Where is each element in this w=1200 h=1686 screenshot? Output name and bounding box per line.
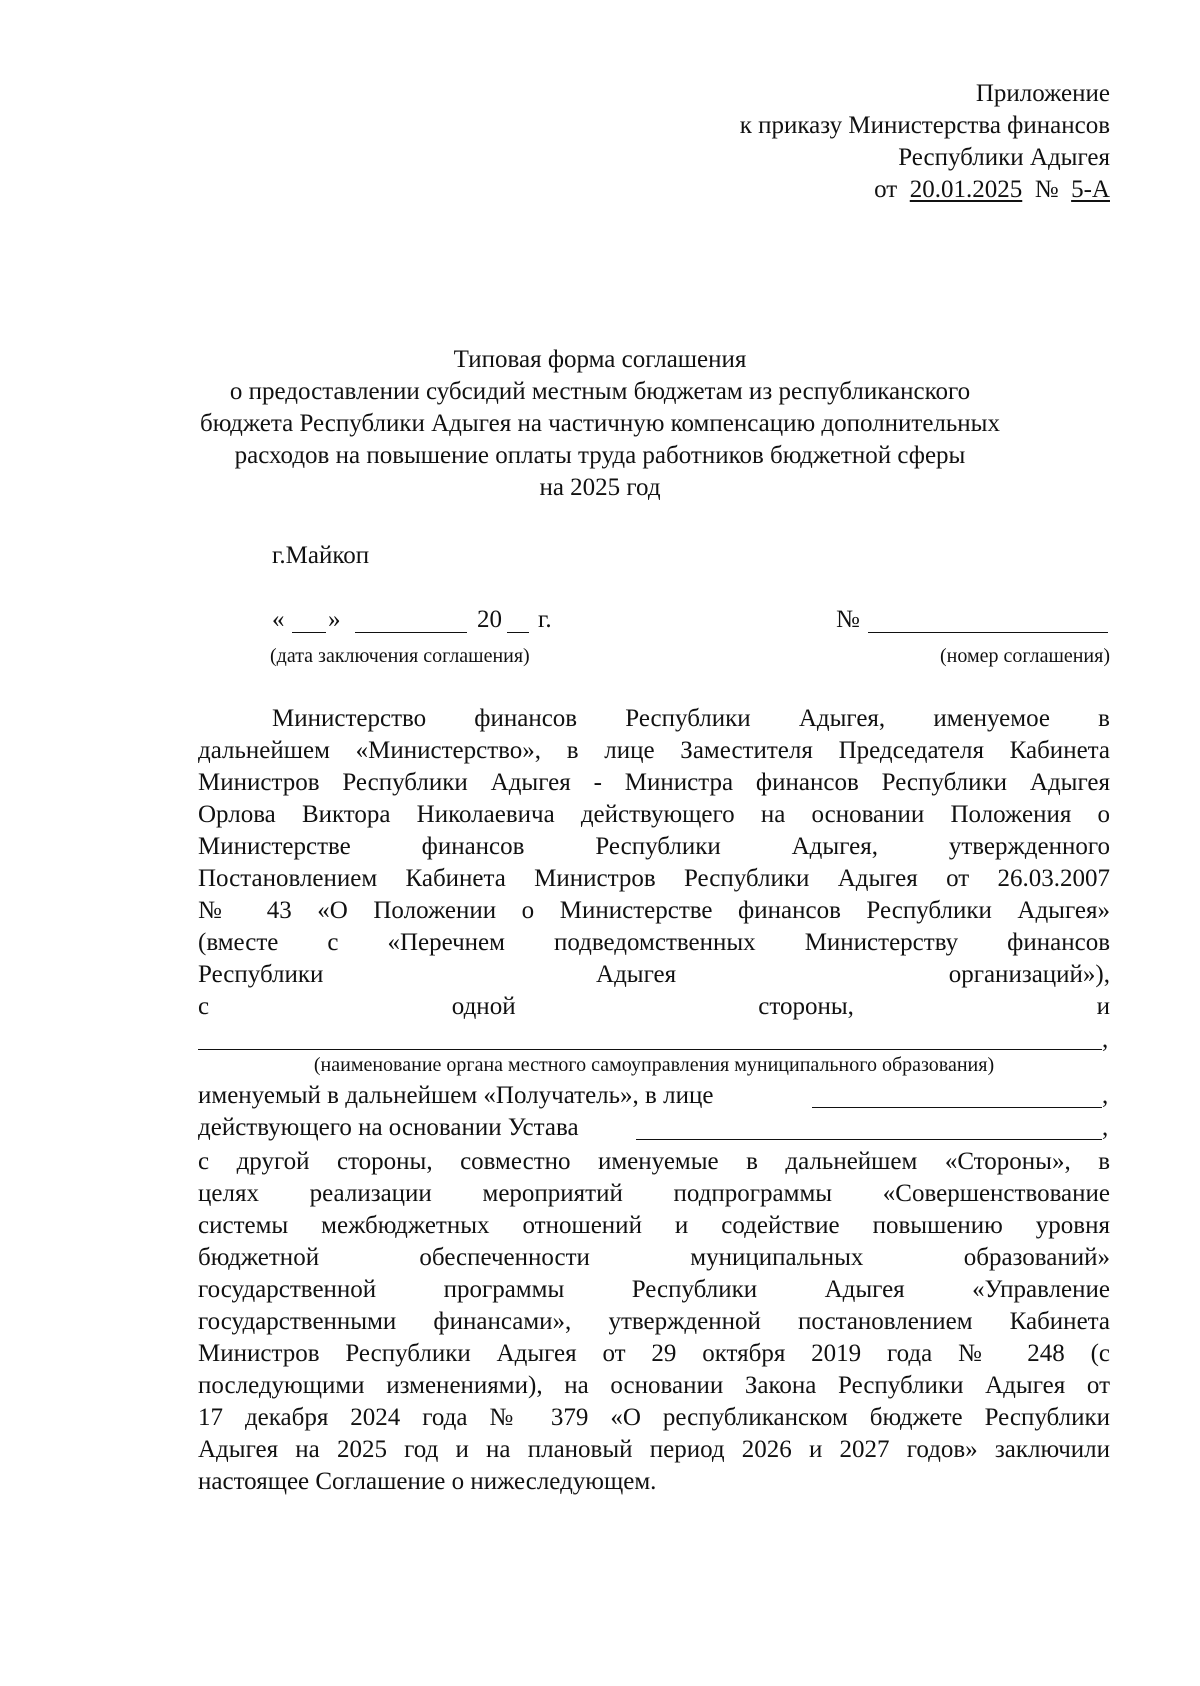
p2-line-10: Адыгея на 2025 год и на плановый период 2026 и 2027 годов» заключили <box>198 1436 1110 1463</box>
p2-last-line: настоящее Соглашение о нижеследующем. <box>198 1468 657 1495</box>
day-blank-line <box>292 632 326 633</box>
charter-blank-line <box>636 1139 1102 1140</box>
recipient-comma: , <box>1102 1026 1109 1053</box>
appendix-title: Приложение <box>975 80 1110 107</box>
named-as-text: именуемый в дальнейшем «Получатель», в лице <box>198 1082 714 1109</box>
acting-on-comma: , <box>1102 1114 1109 1141</box>
p1-line-8: (вместе с «Перечнем подведомственных Министерству финансов <box>198 929 1110 956</box>
recipient-name-blank-line <box>198 1049 1102 1050</box>
city: г.Майкоп <box>272 542 370 569</box>
order-number: 5-А <box>1071 176 1110 203</box>
appendix-date-line <box>874 174 1110 206</box>
p2-line-3: системы межбюджетных отношений и содействие повышению уровня <box>198 1212 1110 1239</box>
p1-line-9: Республики Адыгея организаций»), <box>198 961 1110 988</box>
p2-line-7: Министров Республики Адыгея от 29 октября 2019 года № 248 (с <box>198 1340 1110 1367</box>
p1-line-3: Министров Республики Адыгея - Министра финансов Республики Адыгея <box>198 769 1110 796</box>
number-caption: (номер соглашения) <box>940 645 1110 667</box>
p1-word: финансов <box>474 705 578 732</box>
p2-line-5: государственной программы Республики Адыгея «Управление <box>198 1276 1110 1303</box>
p1-word: Министерство <box>272 705 427 732</box>
p1-line-2: дальнейшем «Министерство», в лице Заместителя Председателя Кабинета <box>198 737 1110 764</box>
heading-line-1: Типовая форма соглашения <box>453 346 747 373</box>
p2-line-6: государственными финансами», утвержденной постановлением Кабинета <box>198 1308 1110 1335</box>
representative-blank-line <box>812 1107 1102 1108</box>
heading-line-2: о предоставлении субсидий местным бюджетам из республиканского <box>229 378 971 405</box>
p1-line-6: Постановлением Кабинета Министров Республики Адыгея от 26.03.2007 <box>198 865 1110 892</box>
p1-word: именуемое <box>933 705 1050 732</box>
p1-word: в <box>1098 705 1110 732</box>
year-blank-line <box>507 632 529 633</box>
p2-line-2: целях реализации мероприятий подпрограммы «Совершенствование <box>198 1180 1110 1207</box>
named-as-comma: , <box>1102 1082 1109 1109</box>
date-caption: (дата заключения соглашения) <box>270 645 530 667</box>
heading-line-3: бюджета Республики Адыгея на частичную компенсацию дополнительных <box>200 410 1000 437</box>
p1-line-7: № 43 «О Положении о Министерстве финансов Республики Адыгея» <box>198 897 1110 924</box>
p1-line-10: с одной стороны, и <box>198 993 1110 1020</box>
date-close-quote: » <box>328 606 341 633</box>
acting-on-text: действующего на основании Устава <box>198 1114 579 1141</box>
p1-line-1 <box>272 703 1110 735</box>
appendix-republic-line: Республики Адыгея <box>898 144 1110 171</box>
p1-word: Адыгея, <box>798 705 886 732</box>
p2-line-1: с другой стороны, совместно именуемые в дальнейшем «Стороны», в <box>198 1148 1110 1175</box>
year-suffix: г. <box>538 606 552 633</box>
p2-line-8: последующими изменениями), на основании Закона Республики Адыгея от <box>198 1372 1110 1399</box>
date-open-quote: « <box>272 606 285 633</box>
p1-line-5: Министерстве финансов Республики Адыгея, утвержденного <box>198 833 1110 860</box>
p2-line-4: бюджетной обеспеченности муниципальных образований» <box>198 1244 1110 1271</box>
number-sign: № <box>1034 176 1059 203</box>
agreement-number-sign: № <box>836 606 860 633</box>
order-date: 20.01.2025 <box>909 176 1023 203</box>
heading-line-4: расходов на повышение оплаты труда работников бюджетной сферы <box>234 442 966 469</box>
date-prefix: от <box>874 176 898 203</box>
appendix-order-line: к приказу Министерства финансов <box>739 112 1110 139</box>
heading-line-5: на 2025 год <box>539 474 661 501</box>
year-prefix: 20 <box>477 606 502 633</box>
recipient-caption: (наименование органа местного самоуправления муниципального образования) <box>313 1054 995 1076</box>
month-blank-line <box>355 632 467 633</box>
p2-line-9: 17 декабря 2024 года № 379 «О республиканском бюджете Республики <box>198 1404 1110 1431</box>
agreement-number-blank-line <box>868 632 1108 633</box>
p1-line-4: Орлова Виктора Николаевича действующего на основании Положения о <box>198 801 1110 828</box>
p1-word: Республики <box>625 705 751 732</box>
